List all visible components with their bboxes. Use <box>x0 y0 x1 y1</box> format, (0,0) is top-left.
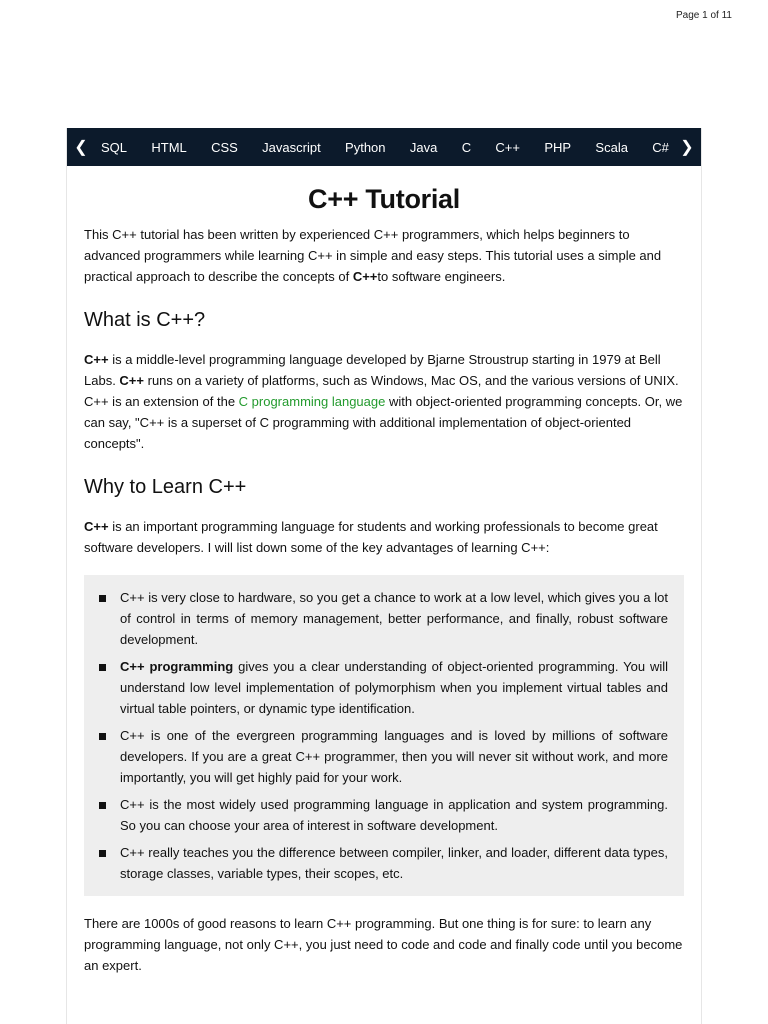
nav-item-html[interactable]: HTML <box>151 139 187 155</box>
list-item <box>98 842 668 884</box>
nav-item-csharp[interactable]: C# <box>652 139 669 155</box>
list-item-text: C++ is very close to hardware, so you get a chance to work at a low level, which gives you a lot of control in terms of memory management, better performance, and finally, robust software development. <box>120 589 668 647</box>
article-content <box>67 184 701 976</box>
tutorial-card <box>66 128 702 1024</box>
nav-item-cpp[interactable]: C++ <box>495 139 520 155</box>
page-title: C++ Tutorial <box>308 184 460 214</box>
why-learn-paragraph <box>84 517 684 559</box>
intro-bold: C++ <box>352 268 378 284</box>
square-bullet-icon <box>99 595 106 602</box>
nav-item-python[interactable]: Python <box>345 139 386 155</box>
nav-item-css[interactable]: CSS <box>211 139 238 155</box>
list-item-text: C++ is one of the evergreen programming languages and is loved by millions of software developers. If you are a great C++ programmer, then you will never sit without work, and more importantly, you will get highly paid for your work. <box>120 727 668 785</box>
c-programming-link[interactable]: C programming language <box>238 393 386 409</box>
language-nav-bar <box>67 128 701 166</box>
list-item <box>98 656 668 719</box>
advantages-list <box>98 587 668 884</box>
intro-text-2: to software engineers. <box>377 268 506 284</box>
what-is-paragraph <box>84 350 684 454</box>
nav-item-scala[interactable]: Scala <box>595 139 628 155</box>
square-bullet-icon <box>99 664 106 671</box>
intro-text-1: This C++ tutorial has been written by experienced C++ programmers, which helps beginners to advanced programmers while learning C++ in simple and easy steps. This tutorial uses a simple and practical approach to describe the concepts of <box>84 227 662 284</box>
language-nav-items <box>95 140 673 155</box>
what-is-text-2: runs on a variety of platforms, such as Windows, Mac OS, and the various versions of UNIX. C++ is an extension of the <box>84 373 679 409</box>
closing-paragraph: There are 1000s of good reasons to learn C++ programming. But one thing is for sure: to learn any programming language, not only C++, you just need to code and code and finally code until you become an expert. <box>84 915 683 973</box>
chevron-right-icon[interactable]: ❯ <box>680 139 694 156</box>
list-item-text: gives you a clear understanding of object-oriented programming. You will understand low level implementation of polymorphism when you implement virtual tables and virtual table pointers, or dynamic type identification. <box>120 658 669 716</box>
nav-item-sql[interactable]: SQL <box>101 139 128 155</box>
square-bullet-icon <box>99 733 106 740</box>
square-bullet-icon <box>99 802 106 809</box>
what-is-text-1: is a middle-level programming language developed by Bjarne Stroustrup starting in 1979 at Bell Labs. <box>84 352 661 389</box>
what-is-text-3: with object-oriented programming concepts. Or, we can say, "C++ is a superset of C programming with additional implementation of object-oriented concepts". <box>84 393 683 451</box>
list-item <box>98 587 668 650</box>
list-item-bold: C++ programming <box>120 658 234 674</box>
nav-item-java[interactable]: Java <box>409 139 438 155</box>
page-counter: Page 1 of 11 <box>676 10 732 21</box>
nav-item-php[interactable]: PHP <box>544 139 572 155</box>
what-is-bold-1: C++ <box>84 352 109 368</box>
list-item <box>98 725 668 788</box>
list-item <box>98 794 668 836</box>
what-is-bold-2: C++ <box>119 373 144 389</box>
why-learn-heading: Why to Learn C++ <box>84 476 247 499</box>
why-learn-text: is an important programming language for students and working professionals to become great software developers. I will list down some of the key advantages of learning C++: <box>84 519 658 556</box>
list-item-text: C++ is the most widely used programming language in application and system programming. So you can choose your area of interest in software development. <box>120 796 668 833</box>
intro-paragraph <box>84 225 684 287</box>
list-item-text: C++ really teaches you the difference between compiler, linker, and loader, different data types, storage classes, variable types, their scopes, etc. <box>120 844 668 881</box>
advantages-box <box>84 575 684 896</box>
square-bullet-icon <box>99 850 106 857</box>
what-is-heading: What is C++? <box>84 309 206 332</box>
nav-item-c[interactable]: C <box>461 139 472 155</box>
nav-item-javascript[interactable]: Javascript <box>262 139 321 155</box>
chevron-left-icon[interactable]: ❮ <box>74 139 88 156</box>
why-learn-bold: C++ <box>84 519 109 535</box>
